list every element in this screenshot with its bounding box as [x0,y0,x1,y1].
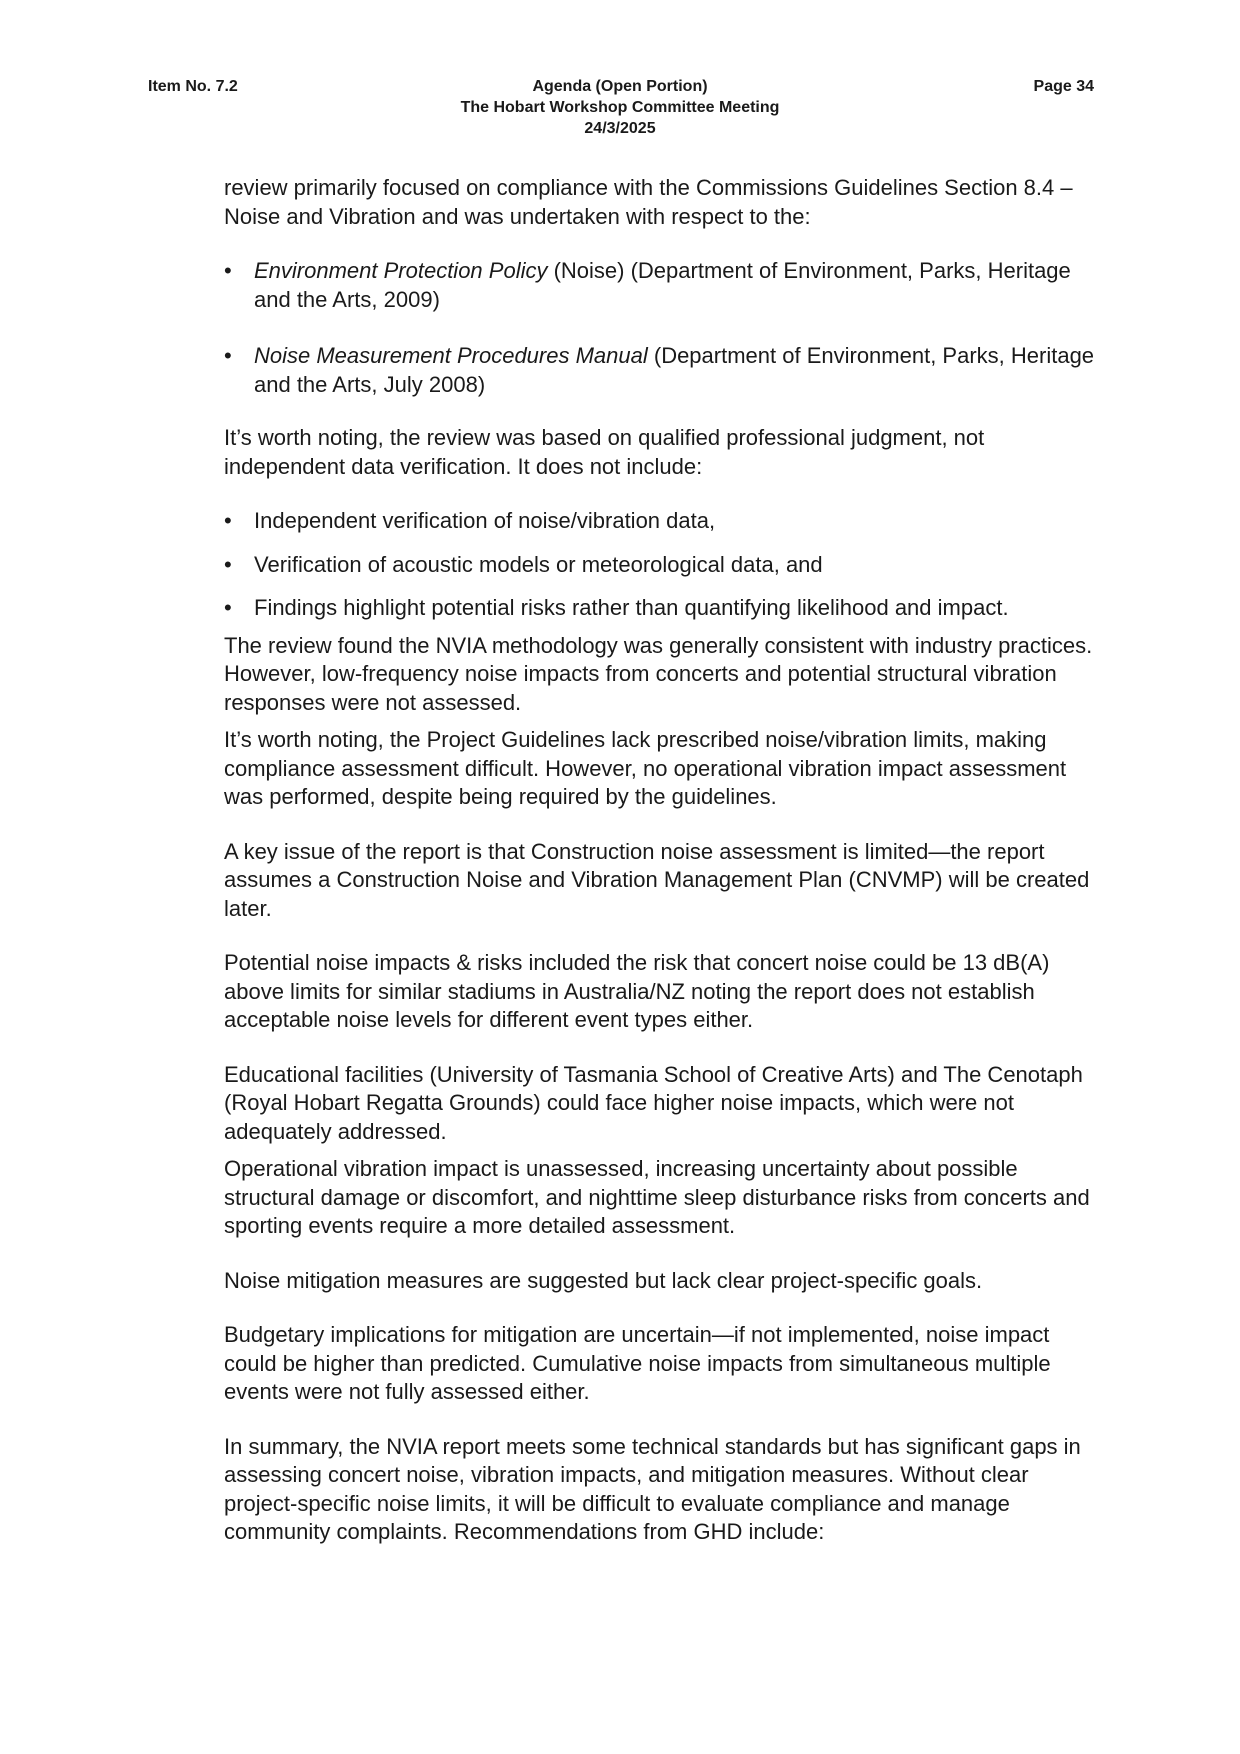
paragraph: Noise mitigation measures are suggested but lack clear project-specific goals. [224,1267,983,1293]
meeting-date: 24/3/2025 [584,120,656,137]
policy-detail: (Noise) (Department of Environment, Parks, Heritage and the Arts, 2009) [254,258,1071,312]
paragraph: It’s worth noting, the Project Guidelines lack prescribed noise/vibration limits, making compliance assessment difficult. However, no operational vibration impact assessment was performed, despite being required by the guidelines. [224,727,1067,809]
policy-title: Environment Protection Policy [254,258,548,283]
page-number: Page 34 [1033,78,1094,95]
paragraph: Educational facilities (University of Tasmania School of Creative Arts) and The Cenotaph (Royal Hobart Regatta Grounds) could face higher noise impacts, which were not adequately addressed. [224,1061,1083,1144]
item-number: Item No. 7.2 [148,78,238,95]
paragraph: Potential noise impacts & risks included the risk that concert noise could be 13 dB(A) above limits for similar stadiums in Australia/NZ noting the report does not establish acceptable noise levels for different event types either. [224,950,1050,1032]
list-item: • Findings highlight potential risks rather than quantifying likelihood and impact. [224,594,1104,623]
paragraph: Budgetary implications for mitigation are uncertain—if not implemented, noise impact could be higher than predicted. Cumulative noise impacts from simultaneous multiple events were not fully assessed either. [224,1322,1051,1404]
policy-list [224,257,1104,399]
agenda-title: Agenda (Open Portion) [532,78,708,95]
paragraph: A key issue of the report is that Construction noise assessment is limited—the report assumes a Construction Noise and Vibration Management Plan (CNVMP) will be created later. [224,838,1090,921]
paragraph: In summary, the NVIA report meets some technical standards but has significant gaps in assessing concert noise, vibration impacts, and mitigation measures. Without clear project-specific noise limits, it will be difficult to evaluate compliance and manage community complaints. Recommendations from GHD include: [224,1433,1081,1544]
list-item [224,342,1104,399]
policy-detail: (Department of Environment, Parks, Heritage and the Arts, July 2008) [254,343,1095,397]
meeting-title: The Hobart Workshop Committee Meeting [460,99,780,116]
policy-title: Noise Measurement Procedures Manual [254,343,648,368]
paragraph: The review found the NVIA methodology was generally consistent with industry practices. However, low-frequency noise impacts from concerts and potential structural vibration responses were not assessed. [224,632,1093,715]
exclusions-list [224,507,1104,623]
paragraph: Operational vibration impact is unassessed, increasing uncertainty about possible structural damage or discomfort, and nighttime sleep disturbance risks from concerts and sporting events require a more detailed assessment. [224,1156,1090,1238]
paragraph: It’s worth noting, the review was based on qualified professional judgment, not independent data verification. It does not include: [224,425,985,479]
list-item [224,257,1104,314]
list-item: • Verification of acoustic models or meteorological data, and [224,551,1104,580]
page-body [224,174,1104,1547]
paragraph: review primarily focused on compliance with the Commissions Guidelines Section 8.4 – Noise and Vibration and was undertaken with respect to the: [224,175,1073,229]
list-item: • Independent verification of noise/vibration data, [224,507,1104,536]
